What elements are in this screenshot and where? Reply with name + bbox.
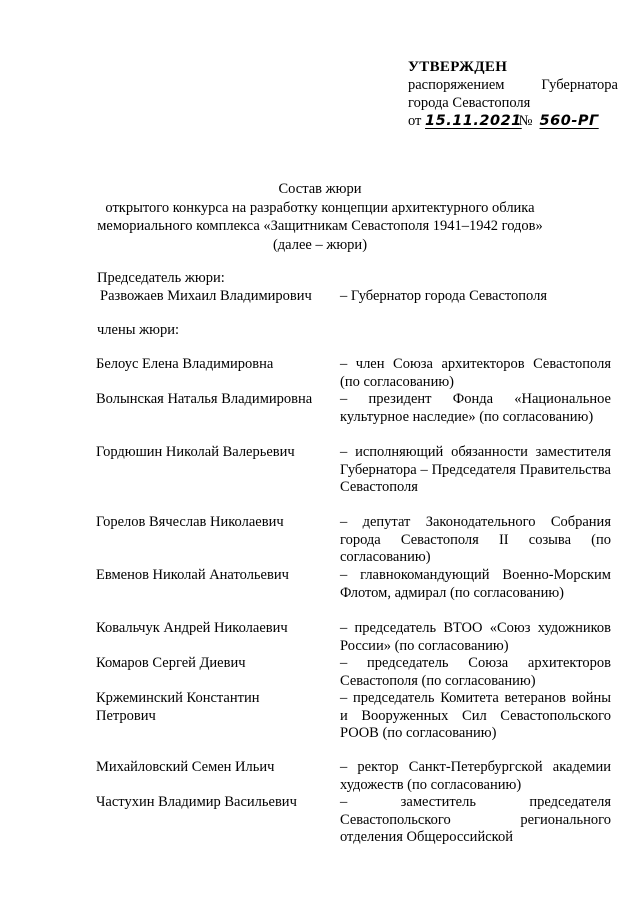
document-heading — [60, 180, 580, 254]
heading-line-1: Состав жюри — [278, 181, 362, 197]
member-role: – председатель ВТОО «Союз художников России» (по согласованию) — [340, 620, 611, 654]
member-name: Комаров Сергей Диевич — [96, 655, 246, 671]
approval-line-1 — [408, 76, 618, 94]
member-role: – ректор Санкт-Петербургской академии художеств (по согласованию) — [340, 759, 611, 793]
approval-number: 560-РГ — [539, 113, 599, 129]
member-name: Волынская Наталья Владимировна — [96, 391, 313, 407]
approval-line-1-word-2: Губернатора — [541, 77, 618, 93]
approval-stamp — [408, 58, 618, 130]
member-role: – президент Фонда «Национальное культурное наследие» (по согласованию) — [340, 391, 611, 425]
member-name: Частухин Владимир Васильевич — [96, 794, 297, 810]
member-role: – депутат Законодательного Собрания города Севастополя II созыва (по согласованию) — [340, 514, 611, 565]
member-role: – член Союза архитекторов Севастополя (по согласованию) — [340, 356, 611, 390]
approval-date-line — [408, 112, 618, 130]
member-name: Михайловский Семен Ильич — [96, 759, 275, 775]
heading-line-3: мемориального комплекса «Защитникам Севастополя 1941–1942 годов» — [97, 218, 543, 234]
member-name: Ковальчук Андрей Николаевич — [96, 620, 288, 636]
member-name: Кржеминский Константин Петрович — [96, 690, 260, 724]
member-role: – исполняющий обязанности заместителя Губернатора – Председателя Правительства Севастополя — [340, 444, 611, 495]
chair-label: Председатель жюри: — [97, 270, 225, 286]
member-name: Белоус Елена Владимировна — [96, 356, 274, 372]
member-name: Гордюшин Николай Валерьевич — [96, 444, 295, 460]
heading-line-2: открытого конкурса на разработку концепции архитектурного облика — [105, 199, 535, 216]
member-role: – председатель Комитета ветеранов войны и Вооруженных Сил Севастопольского РООВ (по согласованию) — [340, 690, 611, 741]
member-role: – председатель Союза архитекторов Севастополя (по согласованию) — [340, 655, 611, 689]
member-name: Евменов Николай Анатольевич — [96, 567, 289, 583]
heading-line-4: (далее – жюри) — [272, 236, 368, 253]
number-prefix: № — [518, 113, 533, 129]
date-prefix: от — [408, 113, 422, 129]
approval-title: УТВЕРЖДЕН — [408, 59, 508, 75]
chair-role: – Губернатор города Севастополя — [340, 288, 548, 304]
chair-name: Развожаев Михаил Владимирович — [100, 288, 312, 304]
approval-line-1-word-1: распоряжением — [408, 77, 505, 93]
member-role: – главнокомандующий Военно-Морским Флотом, адмирал (по согласованию) — [340, 567, 611, 601]
member-name: Горелов Вячеслав Николаевич — [96, 514, 284, 530]
approval-line-2: города Севастополя — [408, 95, 531, 111]
members-label: члены жюри: — [97, 322, 179, 338]
approval-date: 15.11.2021 — [425, 113, 522, 129]
member-role: – заместитель председателя Севастопольского регионального отделения Общероссийской — [340, 794, 611, 845]
